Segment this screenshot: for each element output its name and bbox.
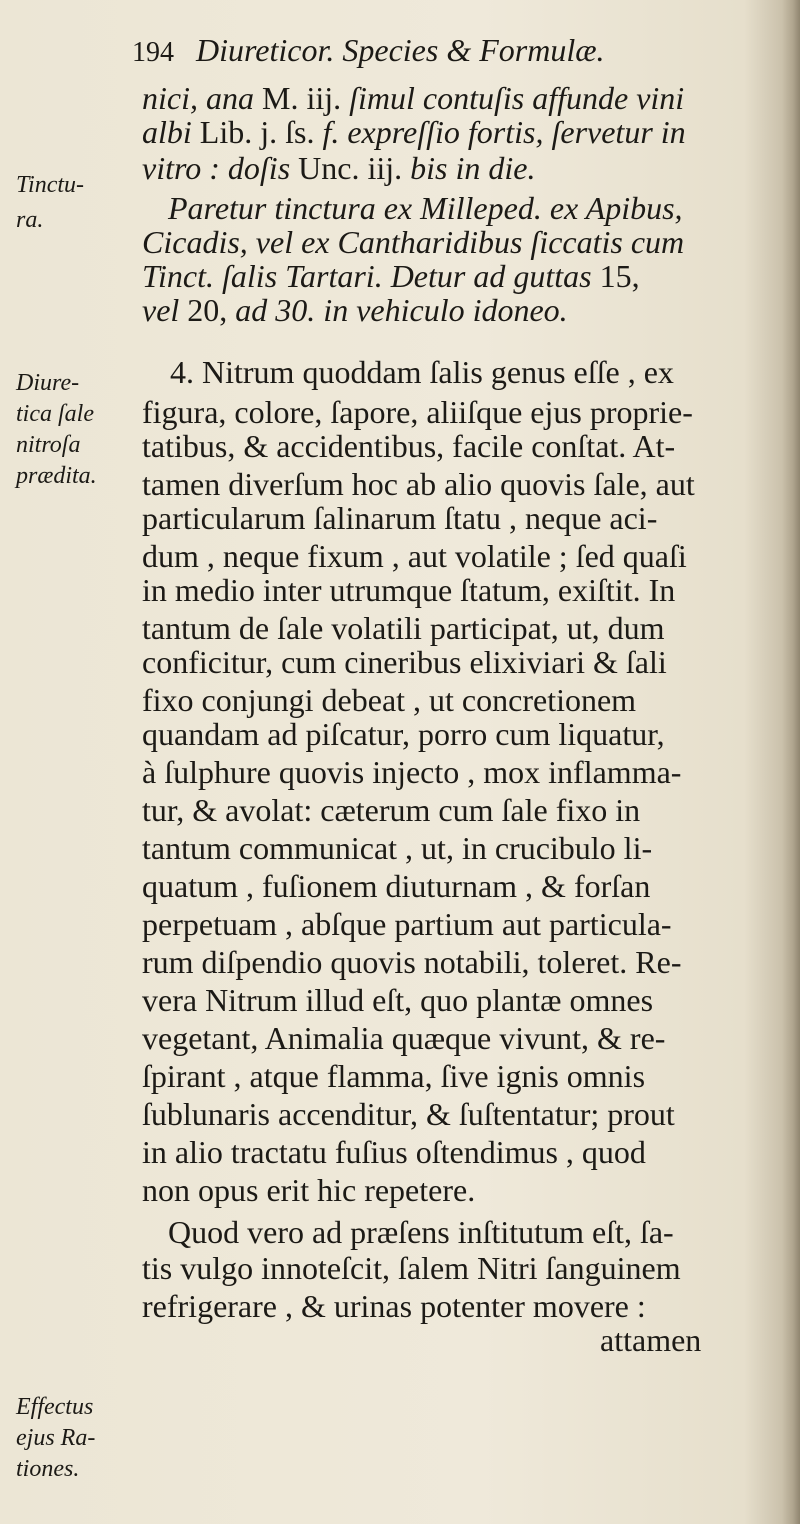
text-line	[142, 642, 667, 682]
roman-segment: rum diſpendio quovis notabili, toleret. Re-	[142, 944, 682, 980]
text-line	[168, 1212, 674, 1252]
italic-segment: vel	[142, 292, 180, 328]
text-line	[142, 828, 652, 868]
roman-segment: tur, & avolat: cæterum cum ſale fixo in	[142, 792, 641, 828]
text-line	[142, 1018, 665, 1058]
roman-segment: quatum , fuſionem diuturnam , & forſan	[142, 868, 651, 904]
text-line	[142, 904, 672, 944]
roman-segment: vegetant, Animalia quæque vivunt, & re-	[142, 1020, 666, 1056]
roman-segment: tis vulgo innoteſcit, ſalem Nitri ſanguinem	[142, 1250, 681, 1286]
text-line	[142, 1132, 646, 1172]
italic-segment: ſimul contuſis affunde vini	[349, 80, 685, 116]
roman-segment: 4. Nitrum quoddam ſalis genus eſſe , ex	[170, 354, 674, 390]
italic-segment: bis in die.	[410, 150, 536, 186]
running-header	[132, 32, 752, 82]
roman-segment: quandam ad piſcatur, porro cum liquatur,	[142, 716, 665, 752]
page-edge-shadow	[782, 0, 800, 1524]
margin-note-line: tica ſale	[16, 401, 94, 427]
text-line	[142, 290, 568, 330]
roman-segment: 15,	[591, 258, 640, 294]
text-line	[142, 498, 657, 538]
text-line	[170, 352, 674, 392]
roman-segment: ſublunaris accenditur, & ſuſtentatur; prout	[142, 1096, 675, 1132]
roman-segment: Lib. j. ſs.	[191, 114, 323, 150]
roman-segment: in alio tractatu fuſius oſtendimus , quod	[142, 1134, 646, 1170]
roman-segment: tamen diverſum hoc ab alio quovis ſale, aut	[142, 466, 695, 502]
text-line	[142, 570, 675, 610]
text-line	[142, 942, 681, 982]
text-line	[600, 1320, 701, 1360]
italic-segment: ad 30. in vehiculo idoneo.	[235, 292, 568, 328]
text-line	[142, 1056, 645, 1096]
italic-segment: vitro : doſis	[142, 150, 291, 186]
roman-segment: Quod vero ad præſens inſtitutum eſt, ſa-	[168, 1214, 674, 1250]
margin-note-line: nitroſa	[16, 432, 81, 458]
roman-segment: in medio inter utrumque ſtatum, exiſtit. In	[142, 572, 676, 608]
roman-segment: fixo conjungi debeat , ut concretionem	[142, 682, 637, 718]
margin-note-effectus	[16, 1392, 128, 1485]
roman-segment: conficitur, cum cineribus elixiviari & ſali	[142, 644, 667, 680]
text-line	[142, 866, 650, 906]
text-line	[142, 148, 535, 188]
margin-note-diuretica	[16, 368, 128, 492]
italic-segment: Paretur tinctura ex Milleped. ex Apibus,	[168, 190, 683, 226]
text-line	[142, 112, 686, 152]
roman-segment: ſpirant , atque flamma, ſive ignis omnis	[142, 1058, 646, 1094]
margin-note-line: Diure-	[16, 370, 80, 396]
roman-segment: perpetuam , abſque partium aut particula-	[142, 906, 672, 942]
text-line	[142, 752, 681, 792]
roman-segment: à ſulphure quovis injecto , mox inflamma-	[142, 754, 682, 790]
text-line	[142, 1286, 646, 1326]
roman-segment: figura, colore, ſapore, aliiſque ejus proprie-	[142, 394, 693, 430]
margin-note-line: tiones.	[16, 1456, 80, 1482]
roman-segment: tantum communicat , ut, in crucibulo li-	[142, 830, 653, 866]
roman-segment: attamen	[600, 1322, 702, 1358]
margin-note-tinctura	[16, 170, 128, 236]
running-title: Diureticor. Species & Formulæ.	[196, 32, 605, 68]
italic-segment: f. expreſſio fortis, ſervetur in	[322, 114, 686, 150]
roman-segment: tantum de ſale volatili participat, ut, dum	[142, 610, 665, 646]
italic-segment: Tinct. ſalis Tartari. Detur ad guttas	[142, 258, 592, 294]
text-line	[142, 714, 665, 754]
italic-segment: Cicadis, vel ex Cantharidibus ſiccatis cum	[142, 224, 685, 260]
roman-segment: 20,	[179, 292, 236, 328]
margin-note-line: ra.	[16, 207, 44, 233]
roman-segment: vera Nitrum illud eſt, quo plantæ omnes	[142, 982, 654, 1018]
text-line	[142, 1248, 681, 1288]
text-line	[142, 1170, 475, 1210]
text-line	[142, 1094, 675, 1134]
text-line	[142, 790, 640, 830]
roman-segment: particularum ſalinarum ſtatu , neque aci-	[142, 500, 658, 536]
italic-segment: nici, ana	[142, 80, 254, 116]
text-line	[142, 426, 675, 466]
roman-segment: dum , neque fixum , aut volatile ; ſed quaſi	[142, 538, 687, 574]
margin-note-line: ejus Ra-	[16, 1425, 96, 1451]
roman-segment: refrigerare , & urinas potenter movere :	[142, 1288, 646, 1324]
page-number: 194	[132, 37, 174, 68]
margin-note-line: prædita.	[16, 463, 97, 489]
roman-segment: M. iij.	[253, 80, 350, 116]
roman-segment: tatibus, & accidentibus, facile conſtat. At-	[142, 428, 676, 464]
roman-segment: Unc. iij.	[290, 150, 411, 186]
roman-segment: non opus erit hic repetere.	[142, 1172, 476, 1208]
text-line	[142, 980, 653, 1020]
margin-note-line: Tinctu-	[16, 172, 85, 198]
margin-note-line: Effectus	[16, 1394, 94, 1420]
italic-segment: albi	[142, 114, 192, 150]
